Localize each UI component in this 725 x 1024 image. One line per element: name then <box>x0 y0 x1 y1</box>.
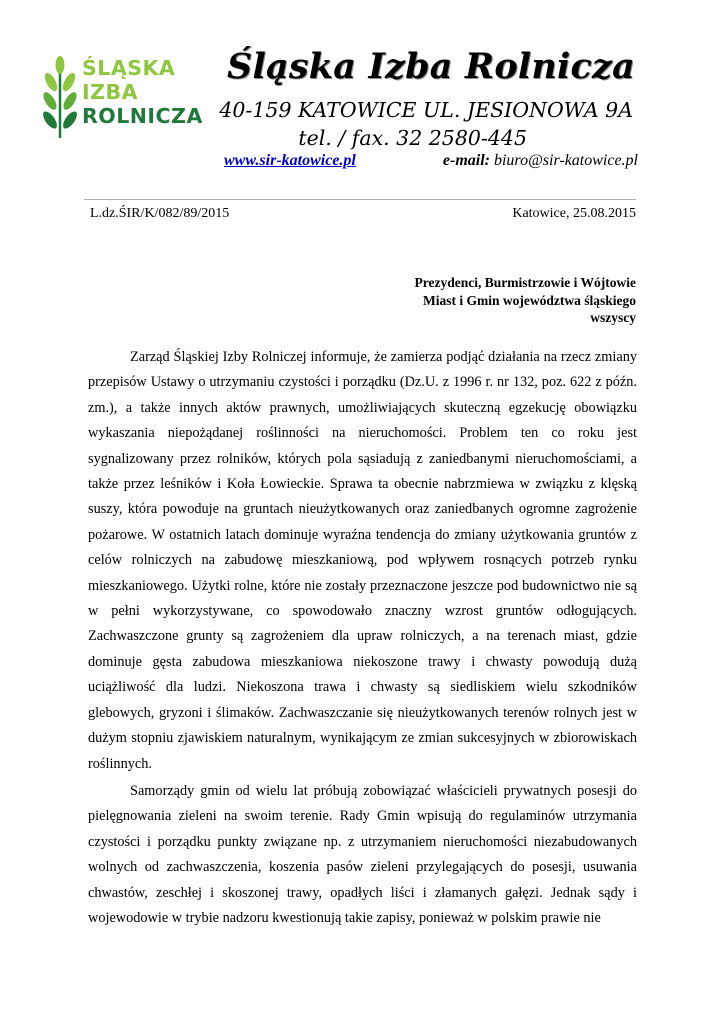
addressee-block <box>0 274 636 327</box>
email-line <box>0 152 638 170</box>
place-date: Katowice, 25.08.2015 <box>512 206 636 221</box>
letter-body <box>88 345 637 931</box>
organization-address: 40-159 KATOWICE UL. JESIONOWA 9A <box>219 98 633 122</box>
reference-number: L.dz.ŚIR/K/082/89/2015 <box>90 206 230 221</box>
addressee-line-3: wszyscy <box>590 310 636 325</box>
body-paragraph-2: Samorządy gmin od wielu lat próbują zobowiązać właścicieli prywatnych posesji do pielęgnowania zieleni na swoim terenie. Rady Gmin wpisują do regulaminów utrzymania czystości i porządku punkty związane np. z utrzymaniem nieruchomości niezabudowanych wolnych od zachwaszczenia, koszenia pasów zieleni przylegających do posesji, usuwania chwastów, zeschłej i skoszonej trawy, opadłych liści i złamanych gałęzi. Jednak sądy i wojewodowie w trybie nadzoru kwestionują takie zapisy, ponieważ w polskim prawie nie <box>88 782 637 926</box>
email-label: e-mail: <box>442 152 490 169</box>
addressee-line-1: Prezydenci, Burmistrzowie i Wójtowie <box>414 275 636 290</box>
organization-name: Śląska Izba Rolnicza <box>227 46 635 87</box>
email-address[interactable]: biuro@sir-katowice.pl <box>493 152 638 169</box>
logo-line-2: IZBA <box>82 80 138 104</box>
website-link[interactable]: www.sir-katowice.pl <box>224 152 356 169</box>
logo-line-3: ROLNICZA <box>82 104 203 128</box>
header-divider <box>84 199 636 200</box>
addressee-line-2: Miast i Gmin województwa śląskiego <box>423 292 636 308</box>
logo-line-1: ŚLĄSKA <box>82 56 176 80</box>
body-paragraph-1: Zarząd Śląskiej Izby Rolniczej informuje, że zamierza podjąć działania na rzecz zmiany przepisów Ustawy o utrzymaniu czystości i porządku (Dz.U. z 1996 r. nr 132, poz. 622 z późn. zm.), a także innych aktów prawnych, umożliwiających skuteczną egzekucję obowiązku wykaszania niepożądanej roślinności na nieruchomości. Problem ten co roku jest sygnalizowany przez rolników, których pola sąsiadują z zaniedbanymi nieruchomościami, a także przez leśników i Koła Łowieckie. Sprawa ta obecnie nabrzmiewa w związku z klęską suszy, która powoduje na gruntach nieużytkowanych oraz zaniedbanych ogromne zagrożenie pożarowe. W ostatnich latach dominuje wyraźna tendencja do zmiany użytkowania gruntów z celów rolniczych na zabudowę mieszkaniową, pod wpływem rosnących potrzeb rynku mieszkaniowego. Użytki rolne, które nie zostały przeznaczone jeszcze pod budownictwo nie są w pełni wykorzystywane, co spowodowało znaczny wzrost gruntów odłogujących. Zachwaszczone grunty są zagrożeniem dla upraw rolniczych, a na terenach miast, gdzie dominuje gęsta zabudowa mieszkaniowa niekoszone trawy i chwasty powodują dużą uciążliwość dla ludzi. Niekoszona trawa i chwasty są siedliskiem wielu szkodników glebowych, gryzoni i ślimaków. Zachwaszczanie się nieużytkowanych terenów rolnych jest w dużym stopniu zjawiskiem naturalnym, wynikającym ze zmian sukcesyjnych w zbiorowiskach roślinnych. <box>88 349 637 772</box>
organization-phone: tel. / fax. 32 2580-445 <box>298 126 527 150</box>
